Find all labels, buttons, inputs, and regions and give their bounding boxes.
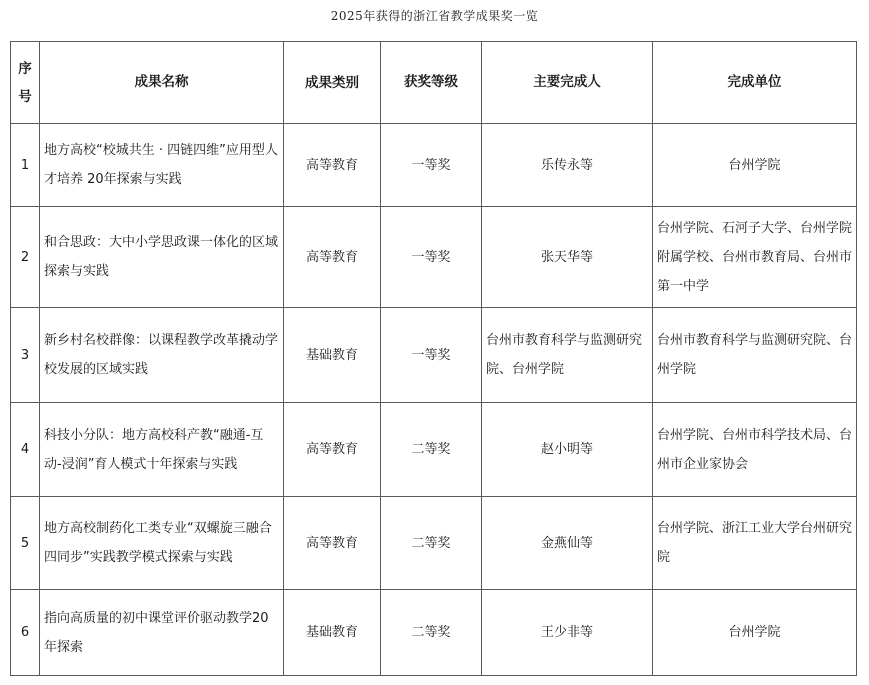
cell-name: 指向高质量的初中课堂评价驱动教学20年探索 [40, 590, 284, 676]
table-row [11, 497, 857, 590]
cell-level: 一等奖 [381, 124, 482, 207]
cell-units: 台州学院 [653, 590, 857, 676]
page-title: 2025年获得的浙江省教学成果奖一览 [330, 9, 539, 23]
cell-category: 高等教育 [284, 497, 381, 590]
cell-level: 二等奖 [381, 590, 482, 676]
awards-table [10, 41, 857, 676]
cell-category: 高等教育 [284, 403, 381, 497]
cell-no: 1 [11, 124, 40, 207]
table-row [11, 590, 857, 676]
cell-persons: 金燕仙等 [482, 497, 653, 590]
table-row [11, 207, 857, 308]
cell-persons: 张天华等 [482, 207, 653, 308]
header-persons: 主要完成人 [482, 42, 653, 124]
cell-units: 台州市教育科学与监测研究院、台州学院 [653, 308, 857, 403]
header-no: 序号 [11, 42, 40, 124]
cell-name: 地方高校制药化工类专业“双螺旋三融合 四同步”实践教学模式探索与实践 [40, 497, 284, 590]
header-level: 获奖等级 [381, 42, 482, 124]
cell-name: 科技小分队：地方高校科产教“融通-互动-浸润”育人模式十年探索与实践 [40, 403, 284, 497]
cell-persons: 王少非等 [482, 590, 653, 676]
table-row [11, 124, 857, 207]
cell-name: 地方高校“校城共生 · 四链四维”应用型人才培养 20年探索与实践 [40, 124, 284, 207]
cell-category: 高等教育 [284, 124, 381, 207]
cell-name: 新乡村名校群像：以课程教学改革撬动学校发展的区域实践 [40, 308, 284, 403]
cell-level: 二等奖 [381, 403, 482, 497]
cell-level: 二等奖 [381, 497, 482, 590]
cell-persons: 台州市教育科学与监测研究院、台州学院 [482, 308, 653, 403]
table-header-row [11, 42, 857, 124]
header-category: 成果类别 [284, 42, 381, 124]
cell-persons: 赵小明等 [482, 403, 653, 497]
cell-units: 台州学院、石河子大学、台州学院附属学校、台州市教育局、台州市第一中学 [653, 207, 857, 308]
table-row [11, 403, 857, 497]
table-row [11, 308, 857, 403]
cell-units: 台州学院、浙江工业大学台州研究院 [653, 497, 857, 590]
cell-level: 一等奖 [381, 308, 482, 403]
header-units: 完成单位 [653, 42, 857, 124]
cell-category: 高等教育 [284, 207, 381, 308]
cell-level: 一等奖 [381, 207, 482, 308]
header-name: 成果名称 [40, 42, 284, 124]
cell-no: 5 [11, 497, 40, 590]
cell-no: 3 [11, 308, 40, 403]
cell-persons: 乐传永等 [482, 124, 653, 207]
cell-units: 台州学院 [653, 124, 857, 207]
cell-name: 和合思政：大中小学思政课一体化的区域探索与实践 [40, 207, 284, 308]
cell-no: 2 [11, 207, 40, 308]
cell-no: 6 [11, 590, 40, 676]
cell-category: 基础教育 [284, 590, 381, 676]
cell-no: 4 [11, 403, 40, 497]
cell-units: 台州学院、台州市科学技术局、台州市企业家协会 [653, 403, 857, 497]
cell-category: 基础教育 [284, 308, 381, 403]
